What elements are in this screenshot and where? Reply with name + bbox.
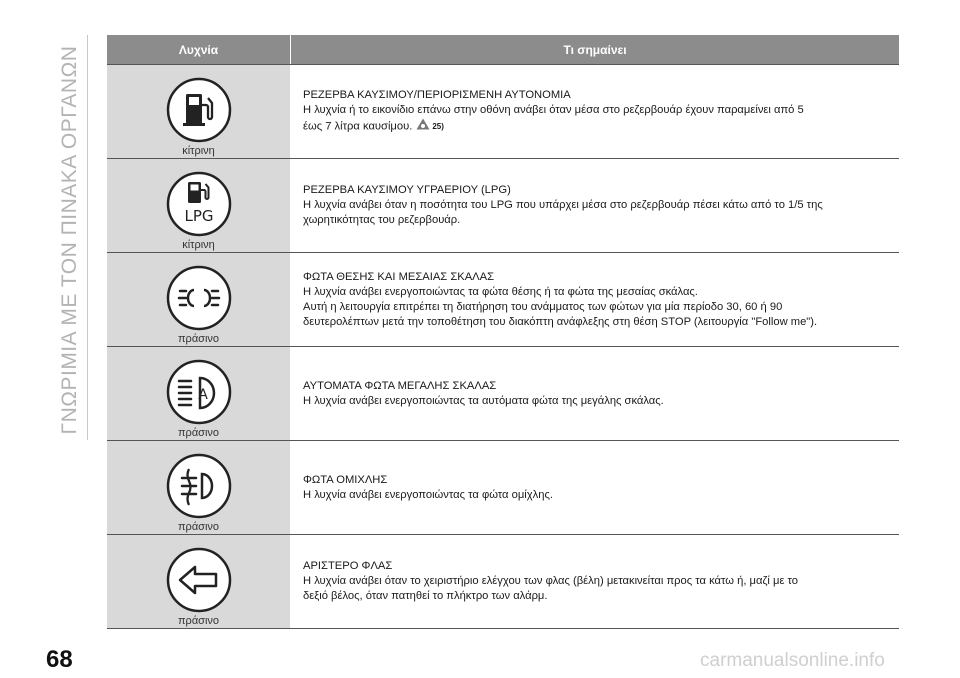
lamp-cell bbox=[107, 441, 290, 534]
description-cell bbox=[290, 159, 899, 252]
page-number: 68 bbox=[46, 646, 73, 673]
side-divider bbox=[87, 35, 88, 440]
description-line: δευτερολέπτων μετά την τοποθέτηση του διακόπτη ανάφλεξης στη θέση STOP (λειτουργία "Follow me"). bbox=[303, 315, 818, 328]
lamp-color-label: πράσινο bbox=[177, 521, 220, 533]
lamp-color-label: κίτρινη bbox=[182, 145, 215, 157]
description-line: Η λυχνία ανάβει όταν το χειριστήριο ελέγχου των φλας (βέλη) μετακινείται προς τα κάτω ή, μαζί με το bbox=[303, 575, 799, 587]
description-cell bbox=[290, 441, 899, 534]
row-heading: ΦΩΤΑ ΟΜΙΧΛΗΣ bbox=[303, 473, 388, 486]
table-row bbox=[107, 347, 899, 441]
position-lights-icon bbox=[166, 265, 232, 331]
note-reference: 25) bbox=[432, 122, 444, 131]
watermark: carmanualsonline.info bbox=[700, 650, 885, 671]
left-turn-signal-icon bbox=[166, 547, 232, 613]
front-fog-lights-icon bbox=[166, 453, 232, 519]
lamp-cell bbox=[107, 347, 290, 440]
table-row bbox=[107, 535, 899, 629]
lpg-fuel-icon bbox=[166, 171, 232, 237]
lamp-cell bbox=[107, 65, 290, 158]
description-cell bbox=[290, 347, 899, 440]
svg-text:LPG: LPG bbox=[183, 207, 214, 225]
lamp-color-label: πράσινο bbox=[177, 427, 220, 439]
row-heading: ΑΥΤΟΜΑΤΑ ΦΩΤΑ ΜΕΓΑΛΗΣ ΣΚΑΛΑΣ bbox=[303, 379, 497, 392]
fuel-pump-icon bbox=[166, 77, 232, 143]
warning-lights-table bbox=[107, 35, 899, 629]
description-line: Αυτή η λειτουργία επιτρέπει τη διατήρηση του ανάμματος των φώτων για μία περίοδο 30, 60 ή 90 bbox=[303, 300, 783, 313]
row-heading: ΡΕΖΕΡΒΑ ΚΑΥΣΙΜΟΥ ΥΓΡΑΕΡΙΟΥ (LPG) bbox=[303, 184, 511, 196]
lamp-cell bbox=[107, 159, 290, 252]
table-row bbox=[107, 159, 899, 253]
table-row bbox=[107, 253, 899, 347]
svg-text:A: A bbox=[197, 387, 208, 403]
lamp-color-label: πράσινο bbox=[177, 615, 220, 627]
lamp-cell bbox=[107, 253, 290, 346]
description-line: Η λυχνία ή το εικονίδιο επάνω στην οθόνη ανάβει όταν μέσα στο ρεζερβουάρ έχουν παραμείνει από 5 bbox=[303, 104, 804, 116]
side-section-title: ΓΝΩΡΙΜΙΑ ΜΕ ΤΟΝ ΠΙΝΑΚΑ ΟΡΓΑΝΩΝ bbox=[58, 45, 81, 435]
column-header-meaning: Τι σημαίνει bbox=[290, 35, 899, 64]
table-row bbox=[107, 441, 899, 535]
description-cell bbox=[290, 535, 899, 628]
table-row bbox=[107, 65, 899, 159]
description-line: Η λυχνία ανάβει ενεργοποιώντας τα φώτα ομίχλης. bbox=[303, 488, 553, 501]
description-line: δεξιό βέλος, όταν πατηθεί το πλήκτρο των αλάρμ. bbox=[303, 590, 548, 602]
row-heading: ΡΕΖΕΡΒΑ ΚΑΥΣΙΜΟΥ/ΠΕΡΙΟΡΙΣΜΕΝΗ ΑΥΤΟΝΟΜΙΑ bbox=[303, 89, 571, 101]
description-line: χωρητικότητας του ρεζερβουάρ. bbox=[303, 214, 461, 226]
auto-high-beam-icon bbox=[166, 359, 232, 425]
table-header bbox=[107, 35, 899, 65]
description-line: Η λυχνία ανάβει ενεργοποιώντας τα φώτα θέσης ή τα φώτα της μεσαίας σκάλας. bbox=[303, 285, 698, 298]
description-line: Η λυχνία ανάβει όταν η ποσότητα του LPG που υπάρχει μέσα στο ρεζερβουάρ πέσει κάτω από το 1/5 της bbox=[303, 199, 823, 211]
row-heading: ΦΩΤΑ ΘΕΣΗΣ ΚΑΙ ΜΕΣΑΙΑΣ ΣΚΑΛΑΣ bbox=[303, 270, 495, 283]
description-cell bbox=[290, 253, 899, 346]
lamp-color-label: κίτρινη bbox=[182, 239, 215, 251]
warning-triangle-icon bbox=[416, 118, 430, 135]
column-header-lamp: Λυχνία bbox=[178, 42, 219, 57]
row-heading: ΑΡΙΣΤΕΡΟ ΦΛΑΣ bbox=[303, 560, 393, 572]
description-cell bbox=[290, 65, 899, 158]
description-line-with-note: έως 7 λίτρα καυσίμου. 25) bbox=[303, 118, 895, 135]
lamp-cell bbox=[107, 535, 290, 628]
description-line: Η λυχνία ανάβει ενεργοποιώντας τα αυτόματα φώτα της μεγάλης σκάλας. bbox=[303, 394, 664, 407]
lamp-color-label: πράσινο bbox=[177, 333, 220, 345]
